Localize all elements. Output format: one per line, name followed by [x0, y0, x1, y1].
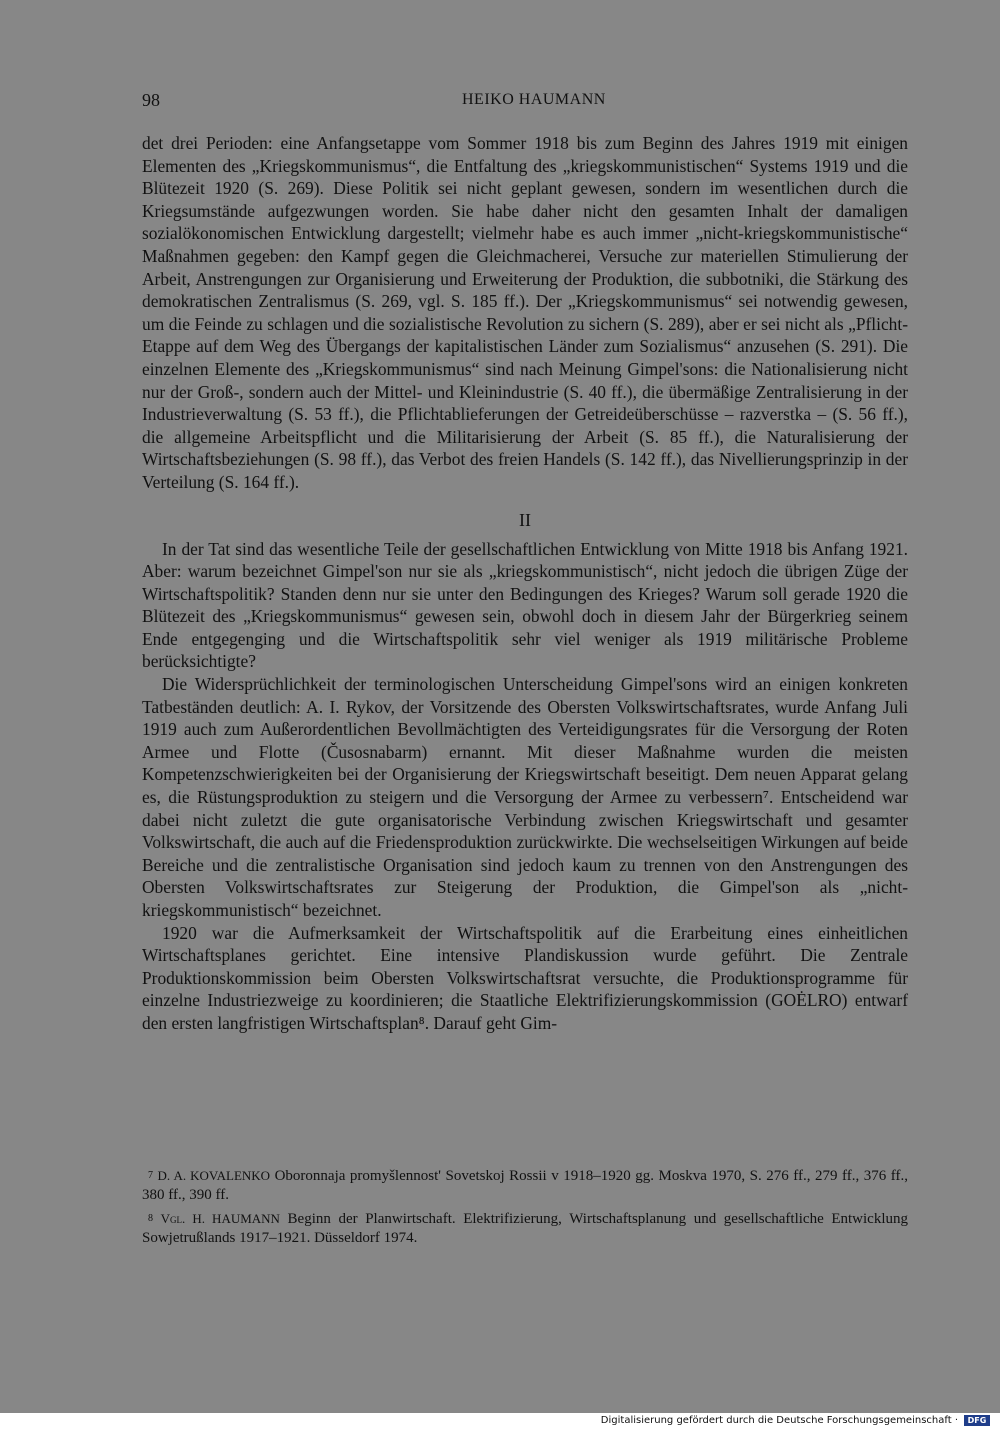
running-head: HEIKO HAUMANN	[462, 91, 606, 108]
footnote-author: Vgl. H. HAUMANN	[160, 1211, 280, 1226]
footnote	[142, 1166, 908, 1205]
footnote-text: Beginn der Planwirtschaft. Elektrifizierung, Wirtschaftsplanung und gesellschaftliche Entwicklung Sowjetrußlands 1917–1921. Düsseldorf 1974.	[142, 1211, 908, 1246]
page-number: 98	[142, 90, 160, 110]
footnote-mark: 8	[148, 1213, 153, 1224]
dfg-logo: DFG	[964, 1415, 990, 1426]
funding-credit: Digitalisierung gefördert durch die Deutsche Forschungsgemeinschaft ·	[600, 1415, 958, 1426]
footnotes	[142, 1166, 908, 1252]
body-text	[142, 132, 908, 1035]
paragraph-1: det drei Perioden: eine Anfangsetappe vom Sommer 1918 bis zum Beginn des Jahres 1919 mit einigen Elementen des „Kriegskommunismus“, die Entfaltung des „kriegskommunistischen“ Systems 1919 und die Blütezeit 1920 (S. 269). Diese Politik sei nicht geplant gewesen, sondern im wesentlichen durch die Kriegsumstände aufgezwungen worden. Sie habe daher nicht den gesamten Inhalt der damaligen sozialökonomischen Entwicklung dargestellt; vielmehr habe es auch immer „nicht-kriegskommunistische“ Maßnahmen gegeben: den Kampf gegen die Gleichmacherei, Versuche zur materiellen Stimulierung der Arbeit, Anstrengungen zur Organisierung und Erweiterung der Produktion, die subbotniki, die Stärkung des demokratischen Zentralismus (S. 269, vgl. S. 185 ff.). Der „Kriegskommunismus“ sei notwendig gewesen, um die Feinde zu schlagen und die sozialistische Revolution zu sichern (S. 289), aber er sei nicht als „Pflicht-Etappe auf dem Weg des Übergangs der kapitalistischen Länder zum Sozialismus“ anzusehen (S. 291). Die einzelnen Elemente des „Kriegskommunismus“ sind nach Meinung Gimpel'sons: die Nationalisierung nicht nur der Groß-, sondern auch der Mittel- und Kleinindustrie (S. 40 ff.), die übermäßige Zentralisierung in der Industrieverwaltung (S. 53 ff.), die Pflichtablieferungen der Getreideüberschüsse – razverstka – (S. 56 ff.), die allgemeine Arbeitspflicht und die Militarisierung der Arbeit (S. 85 ff.), die Naturalisierung der Wirtschaftsbeziehungen (S. 98 ff.), das Verbot des freien Handels (S. 142 ff.), das Nivellierungsprinzip in der Verteilung (S. 164 ff.).	[142, 133, 908, 492]
footnote-text: Oboronnaja promyšlennost' Sovetskoj Rossii v 1918–1920 gg. Moskva 1970, S. 276 ff., 279 ff., 376 ff., 380 ff., 390 ff.	[142, 1168, 909, 1203]
footnote-mark: 7	[148, 1170, 153, 1181]
footnote-author: D. A. KOVALENKO	[157, 1168, 271, 1183]
paragraph-4: 1920 war die Aufmerksamkeit der Wirtschaftspolitik auf die Erarbeitung eines einheitlichen Wirtschaftsplanes gerichtet. Eine intensive Plandiskussion wurde geführt. Die Zentrale Produktionskommission beim Obersten Volkswirtschaftsrat versuchte, die Produktionsprogramme für einzelne Industriezweige zu koordinieren; die Staatliche Elektrifizierungskommission (GOĖLRO) entwarf den ersten langfristigen Wirtschaftsplan⁸. Darauf geht Gim-	[142, 922, 908, 1033]
footnote	[142, 1209, 908, 1248]
paragraph-2: In der Tat sind das wesentliche Teile der gesellschaftlichen Entwicklung von Mitte 1918 bis Anfang 1921. Aber: warum bezeichnet Gimpel'son nur sie als „kriegskommunistisch“, nicht jedoch die übrigen Züge der Wirtschaftspolitik? Standen denn nur sie unter den Bedingungen des Krieges? Warum soll gerade 1920 die Blütezeit des „Kriegskommunismus“ gewesen sein, obwohl doch in diesem Jahr der Bürgerkrieg seinem Ende entgegenging und die Wirtschaftspolitik sehr viel weniger als 1919 militärische Probleme berücksichtigte?	[142, 538, 908, 672]
section-heading: II	[519, 509, 531, 530]
paragraph-3: Die Widersprüchlichkeit der terminologischen Unterscheidung Gimpel'sons wird an einigen konkreten Tatbeständen deutlich: A. I. Rykov, der Vorsitzende des Obersten Volkswirtschaftsrates, wurde Anfang Juli 1919 auch zum Außerordentlichen Bevollmächtigten des Verteidigungsrates für die Versorgung der Roten Armee und Flotte (Čusosnabarm) ernannt. Mit dieser Maßnahme wurden die meisten Kompetenzschwierigkeiten bei der Organisierung der Kriegswirtschaft beseitigt. Dem neuen Apparat gelang es, die Rüstungsproduktion zu steigern und die Versorgung der Armee zu verbessern⁷. Entscheidend war dabei nicht zuletzt die gute organisatorische Verbindung zwischen Kriegswirtschaft und gesamter Volkswirtschaft, die auch auf die Friedensproduktion zurückwirkte. Die wechselseitigen Wirkungen auf beide Bereiche und die zentralistische Organisation sind jedoch kaum zu trennen von den Anstrengungen des Obersten Volkswirtschaftsrates zur Steigerung der Produktion, die Gimpel'son als „nicht-kriegskommunistisch“ bezeichnet.	[142, 674, 908, 920]
